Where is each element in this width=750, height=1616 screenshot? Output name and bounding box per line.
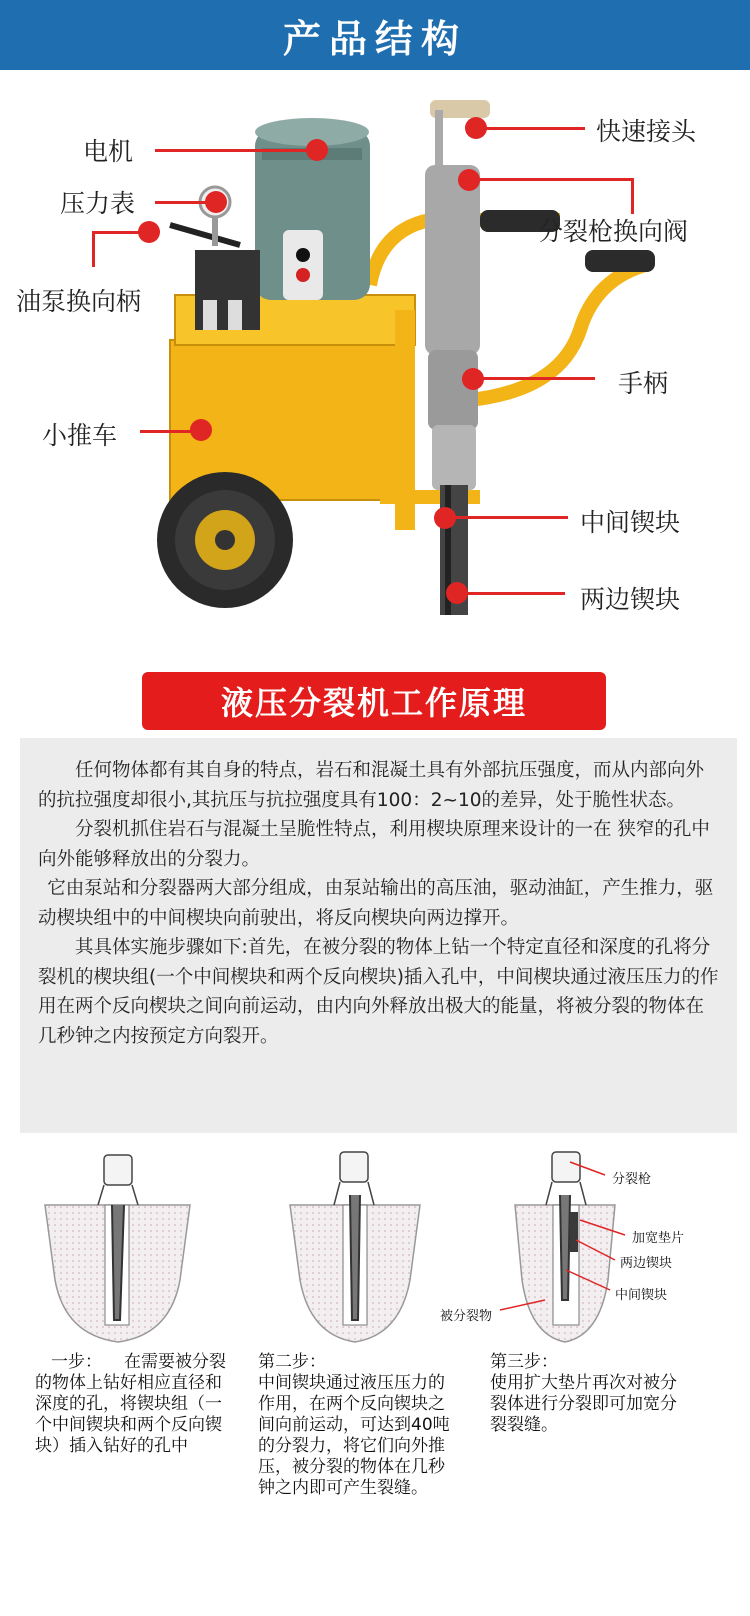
label-quick-connector: 快速接头	[596, 117, 697, 146]
step-1	[35, 1352, 235, 1457]
label-reversing-valve: 分裂枪换向阀	[538, 217, 689, 246]
label-side-wedges: 两边锲块	[580, 585, 681, 614]
leader-middle-wedge	[448, 516, 568, 519]
principle-text-box	[20, 738, 737, 1133]
label-gauge: 压力表	[60, 189, 136, 218]
diagram-label-splitter-gun: 分裂枪	[612, 1172, 652, 1187]
header-title: 产品结构	[282, 15, 467, 61]
leader-quick-connector	[480, 127, 585, 130]
leader-motor	[155, 149, 315, 152]
leader-pump-handle-v	[92, 231, 95, 267]
leader-handle	[475, 377, 595, 380]
step-2-heading: 第二步：	[258, 1352, 326, 1372]
marker-pump-handle	[138, 221, 160, 243]
step-2-text: 中间锲块通过液压压力的作用，在两个反向锲块之间向前运动，可达到40吨的分裂力，将它们向外推压，被分裂的物体在几秒钟之内即可产生裂缝。	[258, 1373, 450, 1498]
principle-paragraph-3: 它由泵站和分裂器两大部分组成，由泵站输出的高压油，驱动油缸，产生推力，驱动楔块组中的中间楔块向前驶出，将反向楔块向两边撑开。	[38, 878, 714, 929]
principle-banner	[142, 672, 606, 730]
label-handle: 手柄	[618, 369, 669, 398]
step-1-text: 在需要被分裂的物体上钻好相应直径和深度的孔，将锲块组（一个中间锲块和两个反向锲块）插入钻好的孔中	[35, 1352, 226, 1456]
marker-motor	[306, 139, 328, 161]
leader-side-wedges	[460, 592, 565, 595]
principle-paragraph-1: 任何物体都有其自身的特点，岩石和混凝土具有外部抗压强度，而从内部向外的抗拉强度却很小,其抗压与抗拉强度具有100：2~10的差异，处于脆性状态。	[38, 760, 705, 811]
principle-paragraph-2: 分裂机抓住岩石与混凝土呈脆性特点，利用楔块原理来设计的一在 狭窄的孔中向外能够释放出的分裂力。	[38, 819, 710, 870]
principle-paragraph-4: 其具体实施步骤如下:首先，在被分裂的物体上钻一个特定直径和深度的孔将分裂机的楔块组(一个中间楔块和两个反向楔块)插入孔中，中间楔块通过液压压力的作用在两个反向楔块之间向前运动，由内向外释放出极大的能量，将被分裂的物体在几秒钟之内按预定方向裂开。	[38, 937, 719, 1047]
label-pump-handle: 油泵换向柄	[16, 287, 142, 316]
header-bar	[0, 0, 750, 70]
label-cart: 小推车	[42, 421, 118, 450]
label-motor: 电机	[83, 137, 134, 166]
leader-reversing-valve-v	[631, 178, 634, 214]
diagram-label-object: 被分裂物	[440, 1309, 493, 1324]
step-3	[490, 1352, 690, 1436]
step-3-heading: 第三步：	[490, 1352, 558, 1372]
leader-reversing-valve	[470, 178, 634, 181]
marker-gauge	[205, 191, 227, 213]
product-structure	[0, 70, 750, 660]
diagram-label-shim: 加宽垫片	[632, 1231, 685, 1246]
label-middle-wedge: 中间锲块	[580, 508, 681, 537]
diagram-label-middle-wedge: 中间锲块	[615, 1288, 668, 1303]
principle-title: 液压分裂机工作原理	[220, 684, 527, 722]
step-3-text: 使用扩大垫片再次对被分裂体进行分裂即可加宽分裂裂缝。	[490, 1373, 677, 1435]
step-1-heading: 一步：	[51, 1352, 102, 1372]
diagram-label-side-wedges: 两边锲块	[620, 1256, 673, 1271]
marker-cart	[190, 419, 212, 441]
step-2	[258, 1352, 453, 1499]
